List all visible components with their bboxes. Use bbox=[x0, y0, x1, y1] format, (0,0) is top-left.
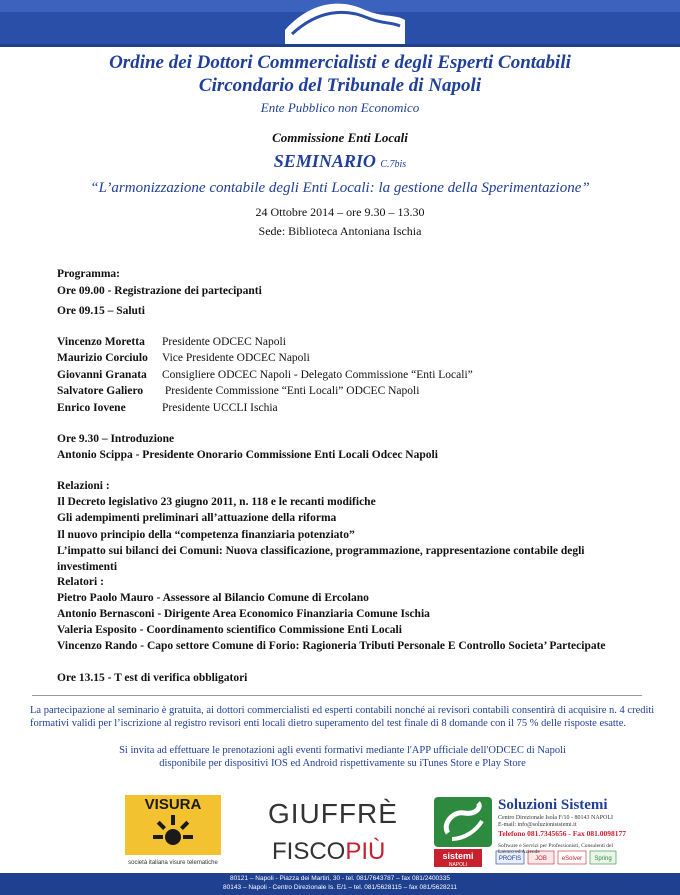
speaker-name: Maurizio Corciulo bbox=[57, 352, 148, 364]
speaker-role: Presidente UCCLI Ischia bbox=[162, 402, 278, 414]
reports-heading: Relazioni : bbox=[57, 480, 110, 492]
report-speaker: Valeria Esposito - Coordinamento scientifico Commissione Enti Locali bbox=[57, 624, 402, 636]
product-spring: Spring bbox=[594, 856, 612, 862]
speaker-name: Vincenzo Moretta bbox=[57, 336, 145, 348]
footer-address-2: 80143 – Napoli - Centro Direzionale Is. E/1 – tel. 081/5628115 – fax 081/5628211 bbox=[223, 884, 457, 891]
product-esolver: eSolver bbox=[561, 856, 583, 862]
header-divider bbox=[0, 44, 680, 47]
program-introduction: Ore 9.30 – Introduzione bbox=[57, 433, 175, 445]
event-date-time: 24 Ottobre 2014 – ore 9.30 – 13.30 bbox=[255, 205, 425, 219]
commission-name: Commissione Enti Locali bbox=[272, 130, 408, 145]
participation-info: La partecipazione al seminario è gratuita, ai dottori commercialisti ed esperti contabili nonché ai revisori contabili consentirà di acquisire n. 4 crediti formativi validi per l’iscrizione al registro revisori enti locali dietro superamento del test finale di 8 domande con il 75 % delle risposte esatte. bbox=[30, 705, 655, 729]
sistemi-phone: Telefono 081.7345656 - Fax 081.0098177 bbox=[498, 829, 627, 838]
sistemi-address: Centro Direzionale Isola F/10 - 80143 NAPOLI bbox=[498, 815, 613, 821]
report-item: investimenti bbox=[57, 561, 118, 573]
sistemi-email: E-mail: info@soluzionisistemi.it bbox=[498, 822, 577, 828]
visura-tagline: società italiana visure telematiche bbox=[128, 860, 218, 866]
booking-invite bbox=[30, 744, 655, 770]
speaker-name: Salvatore Galiero bbox=[57, 385, 144, 397]
speaker-role: Consigliere ODCEC Napoli - Delegato Commissione “Enti Locali” bbox=[162, 369, 473, 381]
product-job: JOB bbox=[535, 856, 547, 862]
program-registration: Ore 09.00 - Registrazione dei partecipanti bbox=[57, 285, 262, 297]
speaker-row bbox=[57, 334, 286, 350]
visura-logo-name: VISURA bbox=[144, 796, 202, 813]
report-item: Il nuovo principio della “competenza finanziaria potenziato” bbox=[57, 529, 355, 541]
speaker-row bbox=[57, 383, 419, 399]
giuffre-logo: GIUFFRÈ bbox=[268, 798, 398, 829]
event-venue: Sede: Biblioteca Antoniana Ischia bbox=[258, 224, 422, 238]
program-greetings: Ore 09.15 – Saluti bbox=[57, 305, 145, 317]
header-wave-logo bbox=[0, 0, 680, 44]
report-item: Il Decreto legislativo 23 giugno 2011, n. 118 e le recanti modifiche bbox=[57, 496, 376, 508]
report-speaker: Pietro Paolo Mauro - Assessore al Bilancio Comune di Ercolano bbox=[57, 592, 369, 604]
sistemi-contacts bbox=[498, 815, 618, 829]
speaker-row bbox=[57, 367, 473, 383]
seminar-title: “L’armonizzazione contabile degli Enti Locali: la gestione della Sperimentazione” bbox=[90, 180, 590, 196]
speaker-role: Vice Presidente ODCEC Napoli bbox=[162, 352, 310, 364]
report-item: L’impatto sui bilanci dei Comuni: Nuova classificazione, programmazione, rappresentazione contabile degli bbox=[57, 545, 585, 557]
booking-invite-line1: Si invita ad effettuare le prenotazioni agli eventi formativi mediante l'APP ufficiale dell'ODCEC di Napoli bbox=[119, 745, 566, 756]
org-title-line2: Circondario del Tribunale di Napoli bbox=[198, 75, 482, 96]
sistemi-tagline: Software e Servizi per Professionisti, Consulenti del Lavoro ed Aziende bbox=[498, 843, 614, 855]
introduction-speaker: Antonio Scippa - Presidente Onorario Commissione Enti Locali Odcec Napoli bbox=[57, 449, 438, 461]
report-speaker: Antonio Bernasconi - Dirigente Area Economico Finanziaria Comune Ischia bbox=[57, 608, 430, 620]
visura-logo bbox=[125, 795, 221, 867]
sistemi-title: Soluzioni Sistemi bbox=[498, 797, 608, 813]
sistemi-brand: sistemi bbox=[442, 851, 474, 861]
speaker-row bbox=[57, 350, 310, 366]
product-profis: PROFIS bbox=[498, 856, 522, 862]
footer-address-1: 80121 – Napoli - Piazza dei Martiri, 30 - tel. 081/7643787 – fax 081/2400335 bbox=[229, 875, 451, 882]
event-type-label: SEMINARIO bbox=[273, 151, 376, 171]
sistemi-brand-sub: NAPOLI bbox=[448, 862, 468, 868]
speaker-row bbox=[57, 400, 278, 416]
fiscopiu-accent: PIÙ bbox=[345, 838, 386, 865]
speaker-role: Presidente ODCEC Napoli bbox=[162, 336, 286, 348]
report-speakers-heading: Relatori : bbox=[57, 576, 104, 588]
org-title-line1: Ordine dei Dottori Commercialisti e degli Esperti Contabili bbox=[109, 52, 571, 73]
program-test: Ore 13.15 - T est di verifica obbligatori bbox=[57, 672, 248, 684]
event-code: C.7bis bbox=[380, 159, 407, 170]
content-divider bbox=[32, 695, 642, 696]
program-heading: Programma: bbox=[57, 268, 121, 280]
fiscopiu-logo bbox=[272, 838, 385, 866]
speaker-name: Enrico Iovene bbox=[57, 402, 126, 414]
org-subtitle: Ente Pubblico non Economico bbox=[260, 100, 420, 115]
speaker-role: Presidente Commissione “Enti Locali” ODCEC Napoli bbox=[162, 385, 420, 397]
report-speaker: Vincenzo Rando - Capo settore Comune di Forio: Ragioneria Tributi Personale E Controllo Societa’ Partecipate bbox=[57, 640, 606, 652]
report-item: Gli adempimenti preliminari all’attuazione della riforma bbox=[57, 512, 337, 524]
speaker-name: Giovanni Granata bbox=[57, 369, 147, 381]
fiscopiu-fisco: FISCO bbox=[272, 838, 346, 865]
event-type bbox=[0, 151, 680, 172]
booking-invite-line2: disponibile per dispositivi IOS ed Android rispettivamente su iTunes Store e Play Store bbox=[159, 758, 526, 769]
